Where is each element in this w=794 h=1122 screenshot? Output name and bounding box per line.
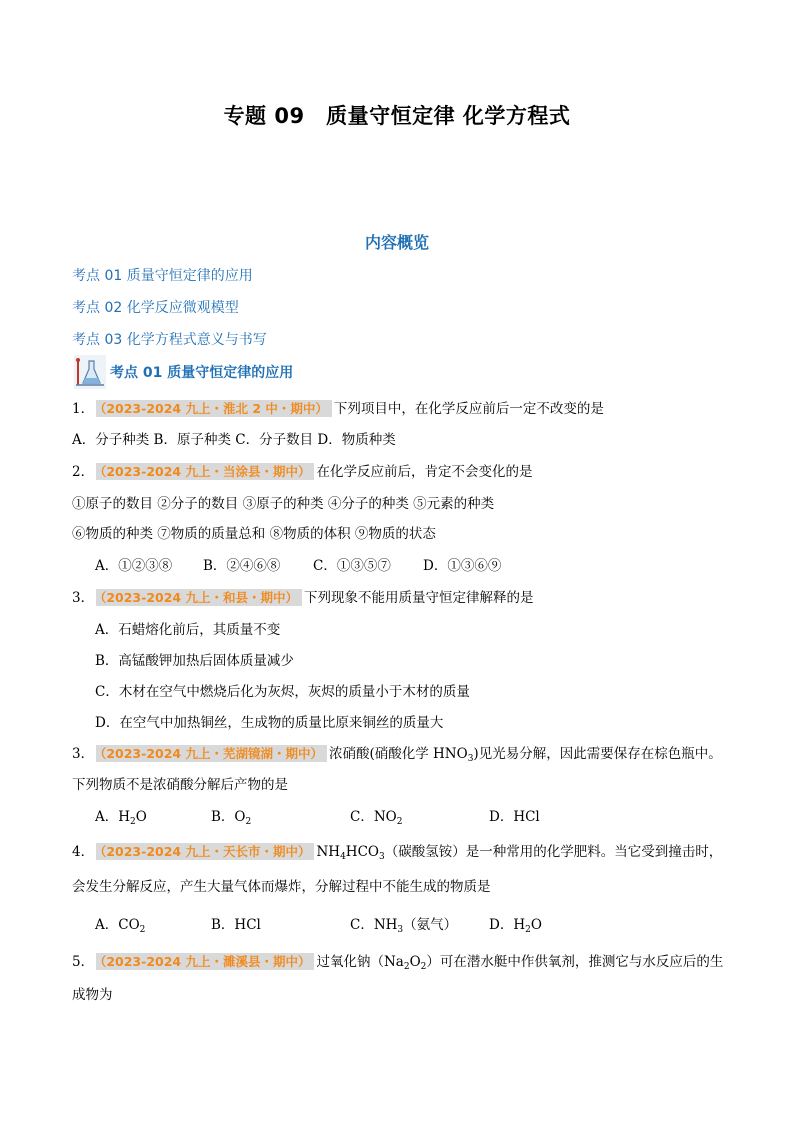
- question-4-options: [95, 915, 542, 935]
- section-label: 考点 01 质量守恒定律的应用: [110, 365, 294, 381]
- option-d[interactable]: D．在空气中加热铜丝，生成物的质量比原来铜丝的质量大: [95, 715, 444, 731]
- flask-icon: [74, 355, 106, 389]
- source-tag: （2023-2024 九上・濉溪县・期中）: [96, 953, 314, 970]
- source-tag: （2023-2024 九上・芜湖镜湖・期中）: [96, 745, 327, 762]
- question-1: [72, 399, 604, 419]
- option-d[interactable]: D．HCl: [489, 809, 540, 825]
- question-number: 1．: [72, 401, 95, 417]
- question-number: 5．: [72, 954, 95, 970]
- toc-item-3[interactable]: 考点 03 化学方程式意义与书写: [72, 332, 267, 348]
- option-a[interactable]: A．①②③⑧: [95, 558, 173, 574]
- question-4-line-2: 会发生分解反应，产生大量气体而爆炸，分解过程中不能生成的物质是: [72, 879, 491, 895]
- question-number: 3．: [72, 746, 95, 762]
- option-c[interactable]: C．$NH_3$（氨气）: [350, 917, 458, 935]
- option-c[interactable]: C．①③⑤⑦: [313, 558, 391, 574]
- question-1-options: A．分子种类 B．原子种类 C．分子数目 D．物质种类: [72, 432, 396, 448]
- toc-item-1[interactable]: 考点 01 质量守恒定律的应用: [72, 268, 253, 284]
- question-stem: 过氧化钠$(Na_2O_2)$可在潜水艇中作供氧剂，推测它与水反应后的生: [316, 954, 724, 972]
- question-3b-options: [95, 807, 540, 827]
- option-b[interactable]: B．HCl: [211, 917, 261, 933]
- question-2-line-2: ①原子的数目 ②分子的数目 ③原子的种类 ④分子的种类 ⑤元素的种类: [72, 496, 495, 512]
- question-number: 2．: [72, 464, 95, 480]
- option-d[interactable]: D．$H_2O$: [489, 917, 542, 935]
- question-3b-line-2: 下列物质不是浓硝酸分解后产物的是: [72, 777, 288, 793]
- question-2: [72, 462, 532, 482]
- option-a[interactable]: A．$H_2O$: [95, 809, 147, 827]
- toc-item-2[interactable]: 考点 02 化学反应微观模型: [72, 300, 239, 316]
- source-tag: （2023-2024 九上・和县・期中）: [96, 589, 302, 606]
- question-stem: 下列项目中，在化学反应前后一定不改变的是: [333, 401, 604, 417]
- question-5: [72, 952, 723, 972]
- option-b[interactable]: B．$O_2$: [211, 809, 252, 827]
- overview-heading: 内容概览: [364, 233, 429, 252]
- page-title: 专题 09 质量守恒定律 化学方程式: [223, 104, 571, 128]
- question-4: [72, 842, 722, 862]
- option-d[interactable]: D．①③⑥⑨: [423, 558, 502, 574]
- question-stem: $NH_4HCO_3$（碳酸氢铵）是一种常用的化学肥料。当它受到撞击时，: [316, 844, 723, 862]
- question-stem: 下列现象不能用质量守恒定律解释的是: [303, 590, 534, 606]
- option-b[interactable]: B．高锰酸钾加热后固体质量减少: [95, 653, 294, 669]
- source-tag: （2023-2024 九上・当涂县・期中）: [96, 463, 314, 480]
- option-a[interactable]: A．$CO_2$: [95, 917, 146, 935]
- question-5-line-2: 成物为: [72, 987, 113, 1003]
- question-3b: [72, 744, 722, 764]
- question-number: 3．: [72, 590, 95, 606]
- question-3: [72, 588, 533, 608]
- option-c[interactable]: C．$NO_2$: [350, 809, 403, 827]
- question-stem: 在化学反应前后，肯定不会变化的是: [316, 464, 533, 480]
- option-a[interactable]: A．石蜡熔化前后，其质量不变: [95, 622, 281, 638]
- question-2-line-3: ⑥物质的种类 ⑦物质的质量总和 ⑧物质的体积 ⑨物质的状态: [72, 526, 436, 542]
- source-tag: （2023-2024 九上・天长市・期中）: [96, 843, 314, 860]
- question-2-options: [95, 556, 501, 576]
- option-c[interactable]: C．木材在空气中燃烧后化为灰烬，灰烬的质量小于木材的质量: [95, 684, 470, 700]
- option-b[interactable]: B．②④⑥⑧: [203, 558, 281, 574]
- section-header: [74, 355, 293, 389]
- question-number: 4．: [72, 844, 95, 860]
- source-tag: （2023-2024 九上・淮北 2 中・期中）: [96, 400, 332, 417]
- question-stem: 浓硝酸(硝酸化学 $HNO_3$)见光易分解，因此需要保存在棕色瓶中。: [328, 746, 722, 764]
